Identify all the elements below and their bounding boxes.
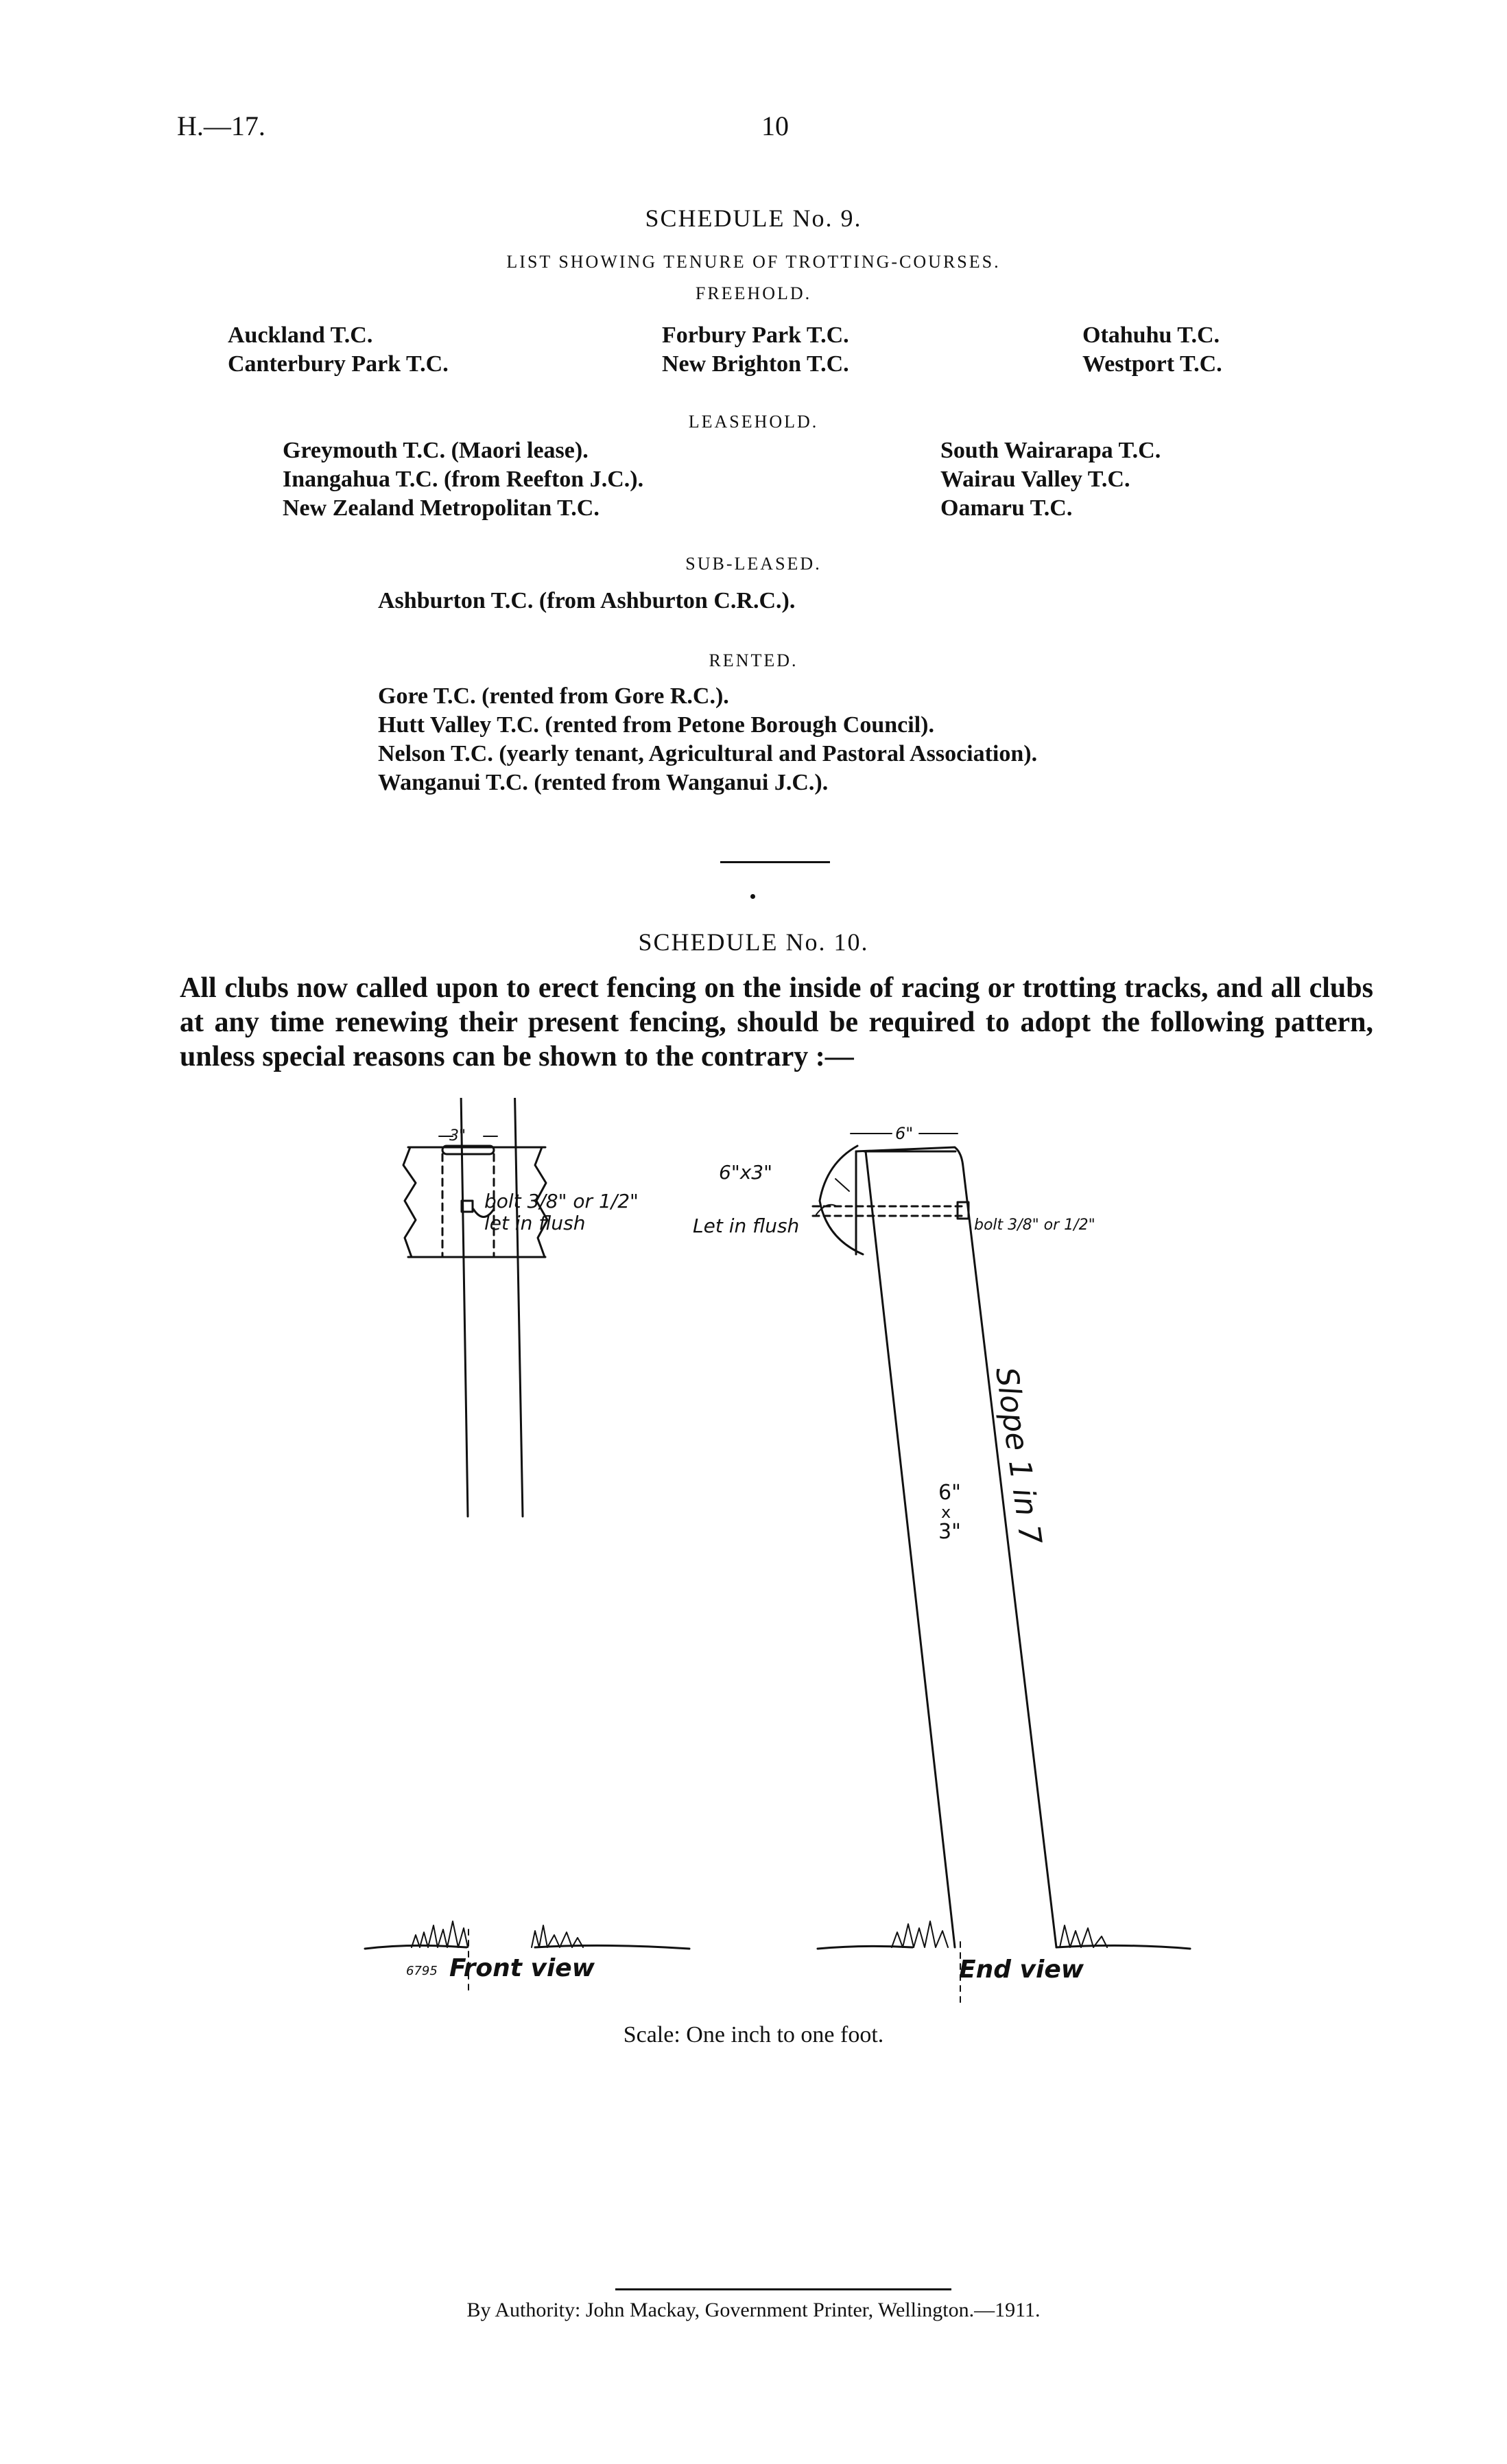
grass-tufts [892, 1921, 1107, 1947]
drawing-number: 6795 [406, 1964, 438, 1978]
separator-dot [750, 894, 755, 899]
list-item: Forbury Park T.C. [662, 322, 849, 348]
end-top-width-label: 6" [895, 1124, 914, 1143]
rented-list [378, 682, 1037, 797]
document-reference: H.—17. [177, 110, 265, 141]
list-item: Wanganui T.C. (rented from Wanganui J.C.). [378, 770, 829, 795]
fencing-pattern-diagram [0, 1098, 1507, 2052]
rail-leader [835, 1179, 849, 1191]
end-flush-label: Let in flush [693, 1215, 800, 1237]
list-item: Greymouth T.C. (Maori lease). [283, 438, 589, 463]
grass-tufts [412, 1921, 583, 1947]
ground-line [365, 1945, 689, 1949]
list-item: Inangahua T.C. (from Reefton J.C.). [283, 467, 644, 492]
front-view-caption: Front view [449, 1954, 595, 1982]
list-item: Otahuhu T.C. [1082, 322, 1220, 348]
break-line-left [403, 1147, 416, 1257]
list-item: Hutt Valley T.C. (rented from Petone Borough Council). [378, 712, 934, 738]
schedule-9-subtitle: LIST SHOWING TENURE OF TROTTING-COURSES. [506, 252, 1001, 272]
section-size-bottom: 3" [938, 1520, 961, 1544]
leasehold-column-1 [283, 436, 643, 523]
end-bolt-label: bolt 3/8" or 1/2" [974, 1217, 1095, 1234]
list-item: Oamaru T.C. [940, 495, 1073, 521]
list-item: Wairau Valley T.C. [940, 467, 1130, 492]
leasehold-column-2 [940, 436, 1161, 523]
list-item: Auckland T.C. [228, 322, 373, 348]
schedule-9-title: SCHEDULE No. 9. [645, 204, 862, 232]
printer-imprint: By Authority: John Mackay, Government Printer, Wellington.—1911. [466, 2299, 1041, 2321]
schedule-10-paragraph: All clubs now called upon to erect fencing on the inside of racing or trotting tracks, and all clubs at any time renewing their present fencing, should be required to adopt the following pattern, unless special reasons can be shown to the contrary :— [180, 972, 1373, 1072]
front-width-label: 3" [449, 1127, 466, 1145]
list-item: Westport T.C. [1082, 351, 1222, 377]
post-outline [446, 1098, 523, 1516]
slope-label: Slope 1 in 7 [988, 1365, 1048, 1547]
post-side-outline [856, 1147, 1056, 1947]
subleased-list [378, 587, 795, 615]
end-view [813, 1134, 1190, 2002]
rented-heading: RENTED. [709, 650, 798, 670]
end-rail-label: 6"x3" [719, 1161, 772, 1184]
freehold-column-2 [662, 321, 849, 379]
ground-line [818, 1945, 1190, 1949]
page-number: 10 [761, 110, 789, 141]
list-item: Gore T.C. (rented from Gore R.C.). [378, 683, 729, 709]
leasehold-heading: LEASEHOLD. [688, 412, 819, 432]
list-item: New Zealand Metropolitan T.C. [283, 495, 600, 521]
subleased-heading: SUB-LEASED. [685, 554, 822, 574]
freehold-column-3 [1082, 321, 1222, 379]
list-item: Canterbury Park T.C. [228, 351, 449, 377]
list-item: Ashburton T.C. (from Ashburton C.R.C.). [378, 588, 796, 613]
freehold-heading: FREEHOLD. [695, 283, 812, 303]
freehold-column-1 [228, 321, 449, 379]
schedule-10-title: SCHEDULE No. 10. [638, 928, 869, 956]
list-item: New Brighton T.C. [662, 351, 849, 377]
front-flush-label: let in flush [484, 1212, 586, 1234]
section-size-x: x [941, 1503, 951, 1522]
section-size-top: 6" [938, 1481, 961, 1505]
footer-rule [615, 2288, 951, 2290]
list-item: South Wairarapa T.C. [940, 438, 1161, 463]
scale-note: Scale: One inch to one foot. [623, 2022, 884, 2048]
bolt-hidden-line [813, 1206, 962, 1216]
section-separator [720, 861, 830, 863]
front-bolt-label: bolt 3/8" or 1/2" [484, 1190, 639, 1212]
end-view-caption: End view [959, 1956, 1084, 1984]
list-item: Nelson T.C. (yearly tenant, Agricultural and Pastoral Association). [378, 741, 1038, 766]
